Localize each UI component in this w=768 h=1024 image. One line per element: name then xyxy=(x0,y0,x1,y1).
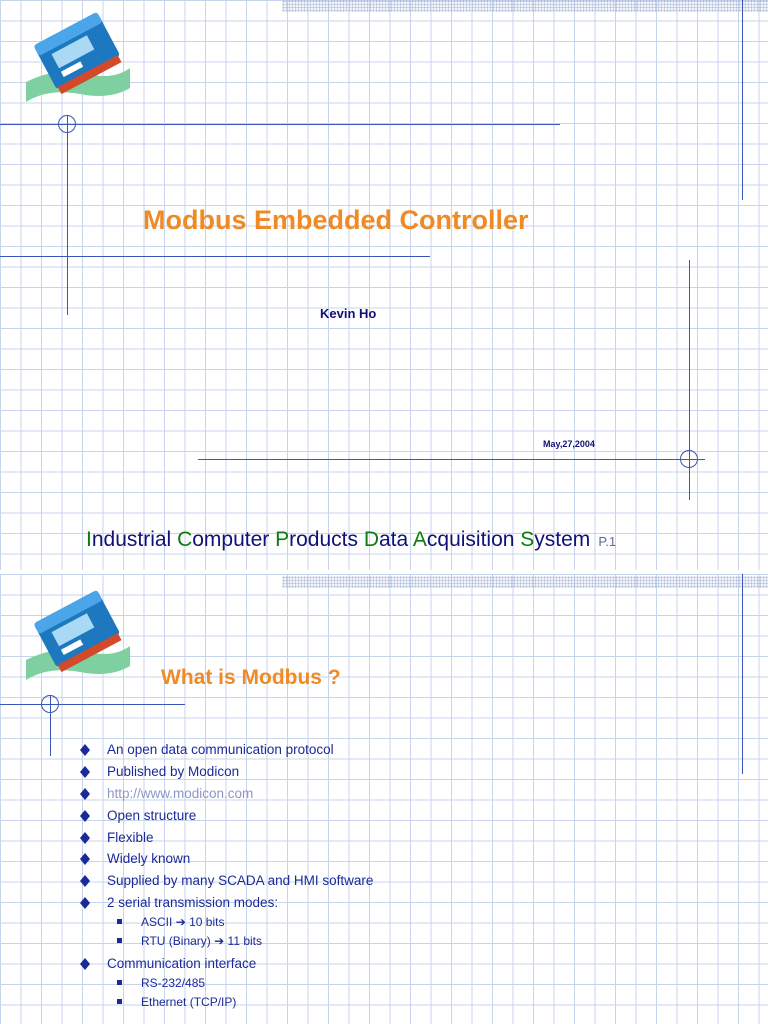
list-item-text: Supplied by many SCADA and HMI software xyxy=(107,873,374,889)
square-bullet-icon xyxy=(117,938,122,943)
author-name: Kevin Ho xyxy=(320,306,377,321)
dotted-band xyxy=(282,0,768,12)
device-icon xyxy=(18,4,136,104)
diamond-bullet-icon xyxy=(80,853,90,865)
list-item xyxy=(80,894,373,952)
sub-item-detail: 10 bits xyxy=(185,915,225,930)
footer-initial: C xyxy=(177,528,193,551)
sub-list xyxy=(80,975,373,1013)
sub-list-item xyxy=(80,933,373,952)
list-item xyxy=(80,829,373,851)
footer-word: ystem xyxy=(534,528,591,551)
decor-line xyxy=(742,574,743,774)
footer-initial: I xyxy=(86,528,92,551)
footer-word: ata xyxy=(379,528,413,551)
diamond-bullet-icon xyxy=(80,766,90,778)
sub-item-text: ASCII xyxy=(141,915,173,930)
content-slide xyxy=(0,574,768,1024)
square-bullet-icon xyxy=(117,980,122,985)
list-item-text: 2 serial transmission modes: xyxy=(107,895,279,911)
diamond-bullet-icon xyxy=(80,788,90,800)
diamond-bullet-icon xyxy=(80,832,90,844)
list-item-text: Widely known xyxy=(107,851,191,867)
decor-line xyxy=(0,704,185,705)
footer-word: ndustrial xyxy=(91,528,178,551)
decor-line xyxy=(0,256,430,257)
sub-item-text: RS-232/485 xyxy=(141,976,206,991)
list-item xyxy=(80,763,373,785)
sub-item-detail: 11 bits xyxy=(224,934,263,949)
list-item-text: Communication interface xyxy=(107,956,257,972)
diamond-bullet-icon xyxy=(80,744,90,756)
sub-list-item xyxy=(80,975,373,994)
footer-tagline xyxy=(86,528,616,552)
slide-title: Modbus Embedded Controller xyxy=(143,205,529,235)
list-item xyxy=(80,785,373,807)
footer-word: cquisition xyxy=(426,528,521,551)
footer-initial: A xyxy=(412,528,427,551)
diamond-bullet-icon xyxy=(80,897,90,909)
registration-mark-icon xyxy=(58,115,76,133)
page-number: P.1 xyxy=(598,534,617,549)
diamond-bullet-icon xyxy=(80,810,90,822)
arrow-right-icon: ➔ xyxy=(214,934,225,949)
diamond-bullet-icon xyxy=(80,875,90,887)
list-item xyxy=(80,872,373,894)
sub-list xyxy=(80,914,373,952)
square-bullet-icon xyxy=(117,999,122,1004)
square-bullet-icon xyxy=(117,919,122,924)
list-item xyxy=(80,741,373,763)
footer-initial: D xyxy=(363,528,379,551)
sub-item-text: RTU (Binary) xyxy=(141,934,211,949)
registration-mark-icon xyxy=(680,450,698,468)
presentation-date: May,27,2004 xyxy=(543,439,595,449)
diamond-bullet-icon xyxy=(80,958,90,970)
bullet-list xyxy=(80,741,373,1013)
list-item-text: An open data communication protocol xyxy=(107,742,334,757)
list-item-text: Open structure xyxy=(107,807,197,823)
list-item-text: Published by Modicon xyxy=(107,763,240,779)
list-item xyxy=(80,955,373,1013)
decor-line xyxy=(0,124,560,125)
list-item-text: Flexible xyxy=(107,829,154,845)
arrow-right-icon: ➔ xyxy=(175,915,186,930)
footer-initial: P xyxy=(275,528,290,551)
decor-line xyxy=(742,0,743,200)
modicon-link[interactable]: http://www.modicon.com xyxy=(107,785,254,801)
footer-word: omputer xyxy=(192,528,276,551)
decor-line xyxy=(67,115,68,315)
dotted-band xyxy=(282,576,768,588)
slide-title: What is Modbus ? xyxy=(161,666,341,689)
footer-word: roducts xyxy=(289,528,364,551)
sub-list-item xyxy=(80,994,373,1013)
device-icon xyxy=(18,582,136,682)
list-item xyxy=(80,807,373,829)
footer-initial: S xyxy=(520,528,535,551)
registration-mark-icon xyxy=(41,695,59,713)
sub-list-item xyxy=(80,914,373,933)
list-item xyxy=(80,850,373,872)
decor-line xyxy=(198,459,705,460)
sub-item-text: Ethernet (TCP/IP) xyxy=(141,995,237,1010)
